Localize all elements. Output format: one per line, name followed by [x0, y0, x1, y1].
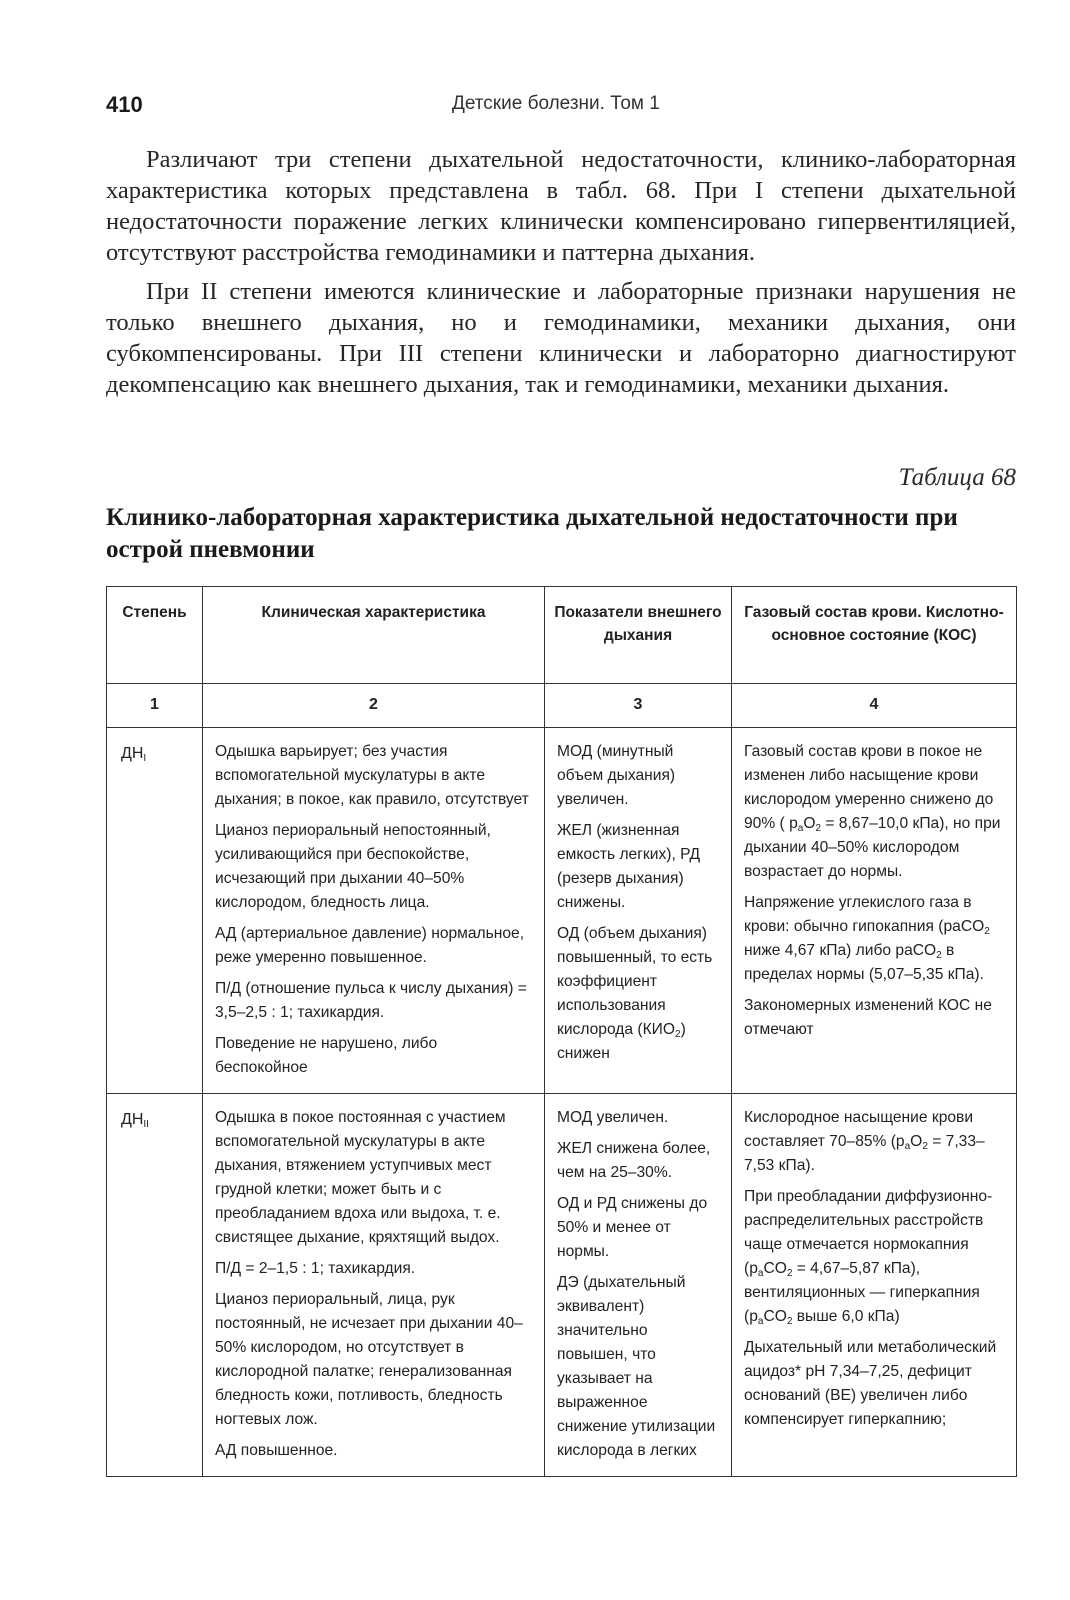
- degree-label: ДН: [121, 745, 144, 762]
- cell-paragraph: АД повышенное.: [215, 1442, 338, 1459]
- text-segment: Дыхательный или метаболический ацидоз* pH 7,34–7,25, дефицит оснований (ВЕ) увеличен либо компенсирует гиперкапнию;: [744, 1339, 997, 1428]
- subscript: 2: [984, 926, 990, 937]
- cell-paragraph: [744, 994, 1004, 1042]
- header-gas: Газовый состав крови. Кислотно-основное состояние (КОС): [732, 587, 1017, 684]
- text-segment: Кислородное насыщение крови составляет 70–85% (p: [744, 1109, 974, 1150]
- cell-paragraph: Цианоз периоральный, лица, рук постоянный, не исчезает при дыхании 40–50% кислородом, но отсутствует в кислородной палатке; генерализованная бледность кожи, потливость, бледность ногтевых лож.: [215, 1291, 523, 1428]
- degree-label: ДН: [121, 1111, 144, 1128]
- text-segment: Газовый состав крови в покое не изменен либо насыщение крови кислородом умеренно снижено до 90% ( p: [744, 743, 994, 832]
- cell-paragraph: ЖЕЛ (жизненная емкость легких), РД (резерв дыхания) снижены.: [557, 822, 701, 911]
- subscript: 2: [675, 1029, 681, 1040]
- cell-paragraph: П/Д (отношение пульса к числу дыхания) = 3,5–2,5 : 1; тахикардия.: [215, 980, 527, 1021]
- table-row: [107, 728, 1017, 1094]
- subscript: a: [797, 823, 804, 834]
- column-number: 1: [107, 684, 203, 728]
- cell-paragraph: ЖЕЛ снижена более, чем на 25–30%.: [557, 1140, 711, 1181]
- degree-cell: [107, 728, 203, 1094]
- cell-paragraph: [744, 1185, 1004, 1329]
- gas-cell: [732, 728, 1017, 1094]
- running-head: [106, 92, 1016, 126]
- subscript: 2: [786, 1268, 793, 1279]
- cell-paragraph: [744, 740, 1004, 884]
- table-caption: Таблица 68: [898, 464, 1016, 491]
- cell-paragraph: ДЭ (дыхательный эквивалент) значительно повышен, что указывает на выраженное снижение утилизации кислорода в легких: [557, 1274, 716, 1459]
- table-title: Клинико-лабораторная характеристика дыхательной недостаточности при острой пневмонии: [106, 504, 958, 563]
- text-segment: = 7,33–7,53 кПа).: [744, 1133, 985, 1174]
- text-segment: CO: [763, 1260, 787, 1277]
- cell-paragraph: АД (артериальное давление) нормальное, реже умеренно повышенное.: [215, 925, 525, 966]
- text-segment: выше 6,0 кПа): [792, 1308, 900, 1325]
- text-segment: = 8,67–10,0 кПа), но при дыхании 40–50% кислородом возрастает до нормы.: [744, 815, 1001, 880]
- subscript: 2: [786, 1316, 793, 1327]
- subscript: a: [904, 1141, 911, 1152]
- degree-subscript: I: [143, 753, 147, 764]
- subscript: a: [757, 1316, 764, 1327]
- text-segment: Закономерных изменений КОС не отмечают: [744, 997, 992, 1038]
- text-segment: O: [910, 1133, 923, 1150]
- text-segment: Напряжение углекислого газа в крови: обычно гипокапния (paCO: [744, 894, 985, 935]
- cell-paragraph: Поведение не нарушено, либо беспокойное: [215, 1035, 438, 1076]
- paragraph: Различают три степени дыхательной недостаточности, клинико-лабораторная характеристика которых представлена в табл. 68. При I степени дыхательной недостаточности поражение легких клинически компенсировано гипервентиляцией, отсутствуют расстройства гемодинамики и паттерна дыхания.: [106, 146, 1016, 266]
- text-segment: в пределах нормы (5,07–5,35 кПа).: [744, 942, 984, 983]
- cell-paragraph: Одышка варьирует; без участия вспомогательной мускулатуры в акте дыхания; в покое, как правило, отсутствует: [215, 743, 529, 808]
- respiration-cell: [545, 1094, 732, 1477]
- paragraph: При II степени имеются клинические и лабораторные признаки нарушения не только внешнего дыхания, но и гемодинамики, механики дыхания, они субкомпенсированы. При III степени клинически и лабораторно диагностируют декомпенсацию как внешнего дыхания, так и гемодинамики, механики дыхания.: [106, 278, 1016, 398]
- table-header-row: [107, 587, 1017, 684]
- subscript: 2: [922, 1141, 928, 1152]
- cell-paragraph: [557, 922, 719, 1066]
- clinical-cell: [203, 728, 545, 1094]
- running-title: Детские болезни. Том 1: [452, 93, 660, 114]
- cell-paragraph: [744, 1106, 1004, 1178]
- cell-paragraph: МОД увеличен.: [557, 1109, 669, 1126]
- text-segment: CO: [763, 1308, 787, 1325]
- respiratory-failure-table: [106, 586, 1017, 1477]
- table-row: [107, 1094, 1017, 1477]
- cell-paragraph: [744, 1336, 1004, 1432]
- cell-paragraph: Одышка в покое постоянная с участием вспомогательной мускулатуры в акте дыхания, втяжением уступчивых мест грудной клетки; может быть и с преобладанием вдоха или выдоха, т. е. свистящее дыхание, кряхтящий выдох.: [215, 1109, 506, 1246]
- respiration-cell: [545, 728, 732, 1094]
- column-number: 4: [732, 684, 1017, 728]
- body-text: [106, 144, 1016, 408]
- text-segment: ) снижен: [557, 1021, 686, 1062]
- text-segment: При преобладании диффузионно-распределительных расстройств чаще отмечается нормокапния (p: [744, 1188, 993, 1277]
- text-segment: = 4,67–5,87 кПа), вентиляционных — гиперкапния (p: [744, 1260, 980, 1325]
- cell-paragraph: П/Д = 2–1,5 : 1; тахикардия.: [215, 1260, 416, 1277]
- cell-paragraph: ОД и РД снижены до 50% и менее от нормы.: [557, 1195, 708, 1260]
- text-segment: ОД (объем дыхания) повышенный, то есть коэффициент использования кислорода (КИО: [557, 925, 713, 1038]
- cell-paragraph: Цианоз периоральный непостоянный, усиливающийся при беспокойстве, исчезающий при дыхании 40–50% кислородом, бледность лица.: [215, 822, 491, 911]
- page-number: 410: [106, 92, 143, 117]
- subscript: a: [757, 1268, 764, 1279]
- cell-paragraph: МОД (минутный объем дыхания) увеличен.: [557, 743, 676, 808]
- subscript: 2: [815, 823, 822, 834]
- degree-subscript: II: [143, 1119, 149, 1130]
- column-number: 2: [203, 684, 545, 728]
- header-clinical: Клиническая характеристика: [203, 587, 545, 684]
- clinical-cell: [203, 1094, 545, 1477]
- gas-cell: [732, 1094, 1017, 1477]
- degree-cell: [107, 1094, 203, 1477]
- column-number-row: [107, 684, 1017, 728]
- header-respiration: Показатели внешнего дыхания: [545, 587, 732, 684]
- column-number: 3: [545, 684, 732, 728]
- text-segment: ниже 4,67 кПа) либо paCO: [744, 942, 937, 959]
- cell-paragraph: [744, 891, 1004, 987]
- subscript: 2: [936, 950, 942, 961]
- header-degree: Степень: [107, 587, 203, 684]
- text-segment: O: [803, 815, 816, 832]
